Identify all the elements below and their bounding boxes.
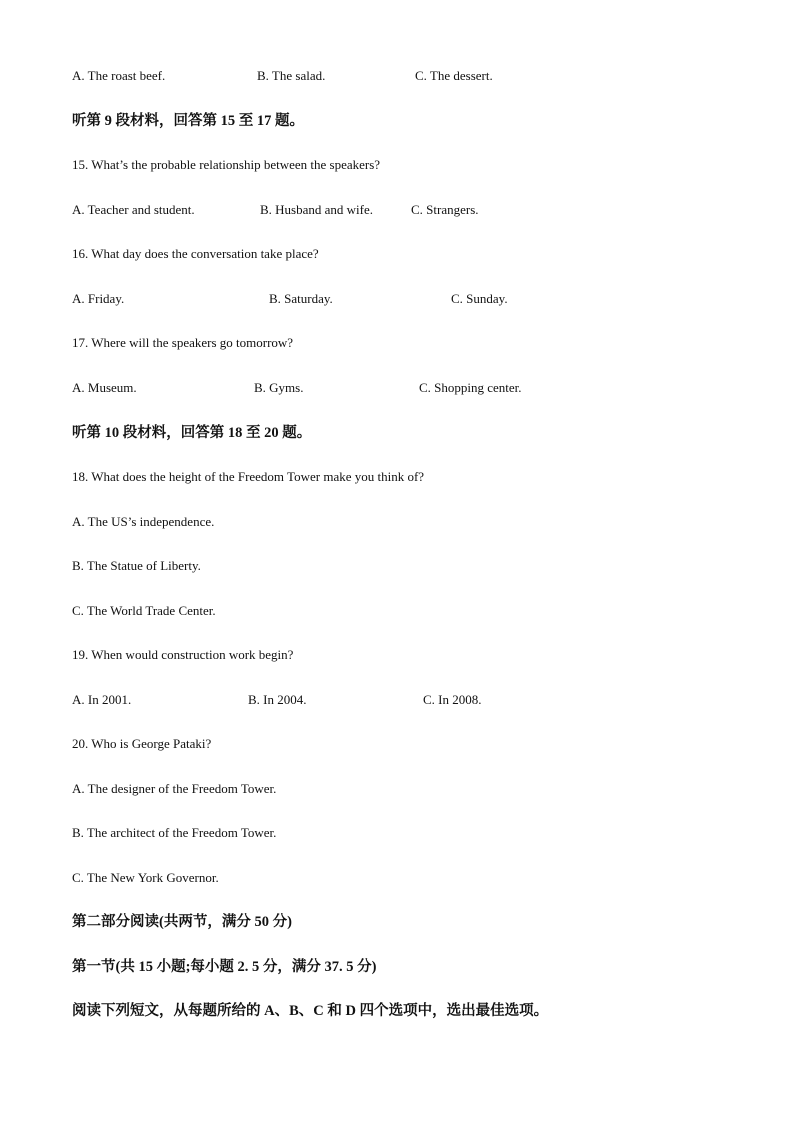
q19-stem: 19. When would construction work begin? <box>72 647 294 662</box>
q19-option-b: B. In 2004. <box>248 692 307 707</box>
section-9-heading: 听第 9 段材料，回答第 15 至 17 题。 <box>72 113 304 129</box>
q16-stem: 16. What day does the conversation take place? <box>72 246 319 261</box>
q17-option-c: C. Shopping center. <box>419 380 522 395</box>
q15-stem: 15. What’s the probable relationship between the speakers? <box>72 157 381 172</box>
q20-option-c: C. The New York Governor. <box>72 870 219 885</box>
q18-option-b: B. The Statue of Liberty. <box>72 558 201 573</box>
q20-option-a: A. The designer of the Freedom Tower. <box>72 781 277 796</box>
reading-instruction: 阅读下列短文，从每题所给的 A、B、C 和 D 四个选项中，选出最佳选项。 <box>72 1003 549 1019</box>
part-2-heading: 第二部分阅读(共两节，满分 50 分) <box>72 914 292 930</box>
q15-option-b: B. Husband and wife. <box>260 202 374 217</box>
q15-option-c: C. Strangers. <box>411 202 479 217</box>
q20-stem: 20. Who is George Pataki? <box>72 736 212 751</box>
q16-option-a: A. Friday. <box>72 291 125 306</box>
q17-stem: 17. Where will the speakers go tomorrow? <box>72 335 294 350</box>
part-2-section-1-heading: 第一节(共 15 小题;每小题 2. 5 分，满分 37. 5 分) <box>72 959 377 975</box>
q19-option-a: A. In 2001. <box>72 692 132 707</box>
q16-option-c: C. Sunday. <box>451 291 508 306</box>
q20-option-b: B. The architect of the Freedom Tower. <box>72 825 277 840</box>
q19-option-c: C. In 2008. <box>423 692 482 707</box>
q17-option-b: B. Gyms. <box>254 380 304 395</box>
q17-option-a: A. Museum. <box>72 380 137 395</box>
q18-option-a: A. The US’s independence. <box>72 514 215 529</box>
q14-option-a: A. The roast beef. <box>72 68 166 83</box>
q18-stem: 18. What does the height of the Freedom Tower make you think of? <box>72 469 425 484</box>
q16-option-b: B. Saturday. <box>269 291 333 306</box>
q14-option-b: B. The salad. <box>257 68 326 83</box>
q15-option-a: A. Teacher and student. <box>72 202 195 217</box>
q18-option-c: C. The World Trade Center. <box>72 603 216 618</box>
q14-option-c: C. The dessert. <box>415 68 493 83</box>
section-10-heading: 听第 10 段材料，回答第 18 至 20 题。 <box>72 425 312 441</box>
